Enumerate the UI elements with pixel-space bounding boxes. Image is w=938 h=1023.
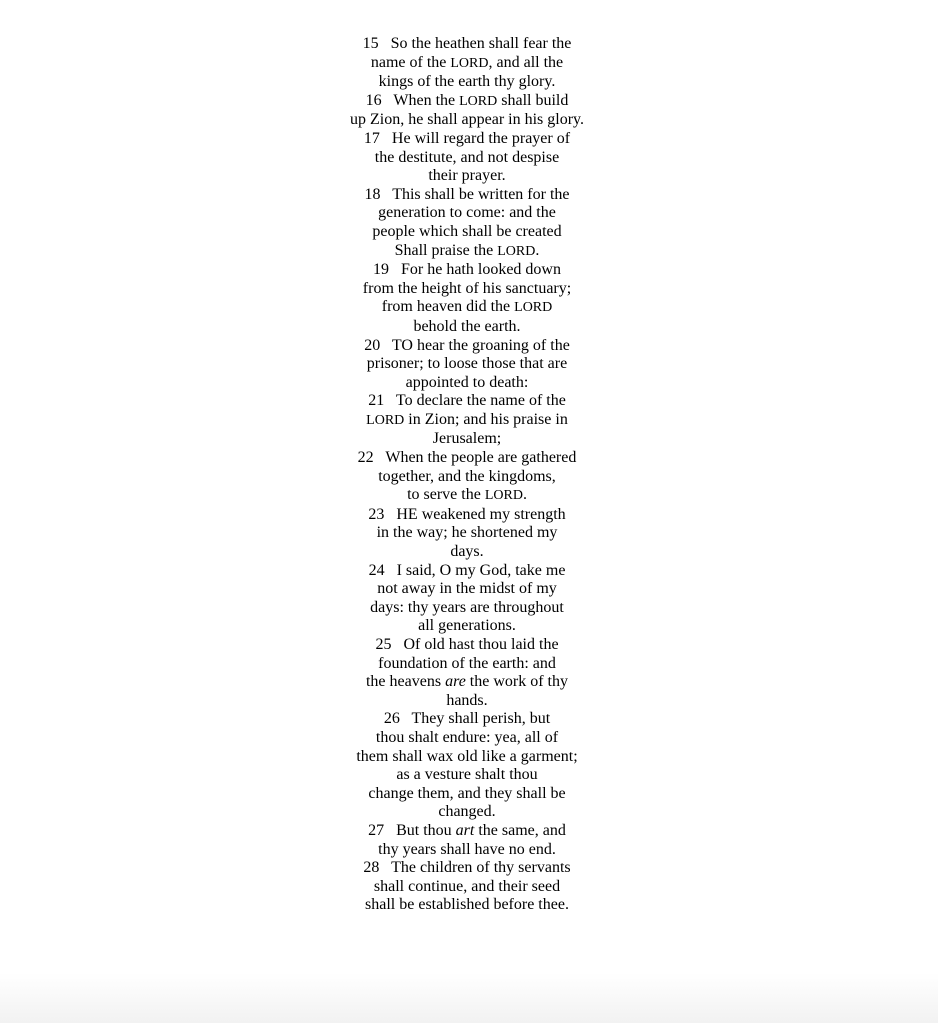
verse-text: , and all the [488, 53, 564, 71]
verse-number: 26 [383, 710, 400, 728]
verse-23 [0, 506, 934, 562]
verse-text: days: thy years are throughout [370, 598, 564, 616]
verse-line [0, 54, 934, 74]
verse-line [0, 506, 934, 525]
verse-text: So the heathen shall fear the [390, 35, 572, 52]
verse-19 [0, 261, 934, 336]
verse-number: 20 [364, 336, 381, 354]
verse-number: 25 [375, 636, 392, 653]
verse-text: To declare the name of the [395, 392, 566, 410]
verse-text: in Zion; and his praise in [404, 410, 568, 428]
verse-line [0, 524, 934, 543]
verse-line [0, 411, 934, 431]
verse-line [0, 748, 934, 767]
verse-24 [0, 562, 934, 636]
verse-line [0, 878, 934, 897]
verse-line [0, 486, 934, 506]
window-bottom-edge [0, 973, 938, 1023]
verse-15 [0, 35, 934, 92]
verse-text: from the height of his sanctuary; [362, 279, 572, 297]
verse-line [0, 298, 934, 318]
verse-16 [0, 92, 934, 130]
verse-number: 17 [363, 129, 380, 147]
verse-text: Of old hast thou laid the [403, 636, 559, 653]
verse-text: them shall wax old like a garment; [356, 747, 578, 765]
verse-text: He will regard the prayer of [391, 129, 571, 147]
italic-word: art [455, 821, 475, 839]
verse-text: changed. [438, 803, 496, 821]
verse-text: the destitute, and not despise [374, 148, 560, 166]
verse-text: as a vesture shalt thou [396, 766, 538, 784]
verse-text: kings of the earth thy glory. [378, 73, 556, 91]
verse-text: shall be established before thee. [365, 896, 569, 914]
verse-line [0, 673, 934, 692]
verse-line [0, 692, 934, 711]
verse-text: to serve the [407, 486, 485, 504]
verse-20 [0, 337, 934, 393]
verse-26 [0, 710, 934, 822]
verse-line [0, 35, 934, 54]
verse-line [0, 729, 934, 748]
verse-line [0, 337, 934, 356]
verse-line [0, 468, 934, 487]
verse-number: 23 [368, 505, 385, 523]
verse-text: shall continue, and their seed [373, 877, 561, 895]
italic-word: are [445, 673, 466, 691]
verse-line [0, 599, 934, 618]
verse-text: When the people are gathered [385, 449, 577, 467]
verse-text: days. [450, 543, 484, 561]
verse-line [0, 841, 934, 860]
verse-text: name of the [370, 53, 451, 71]
verse-number: 19 [373, 261, 389, 279]
verse-line [0, 223, 934, 242]
verse-line [0, 111, 934, 130]
verse-text: the work of thy [465, 673, 568, 691]
verse-text: generation to come: and the [378, 204, 556, 222]
verse-text: Jerusalem; [432, 430, 502, 448]
scripture-text [0, 35, 934, 915]
verse-text: I said, O my God, take me [396, 561, 566, 579]
verse-number: 21 [368, 392, 385, 410]
verse-line [0, 204, 934, 223]
verse-text: change them, and they shall be [368, 784, 566, 802]
verse-text: thy years shall have no end. [378, 840, 556, 858]
verse-number: 24 [368, 561, 385, 579]
verse-text: hands. [446, 691, 488, 709]
verse-text: from heaven did the [381, 298, 515, 316]
verse-text: HE weakened my strength [396, 505, 566, 523]
verse-line [0, 392, 934, 411]
divine-name: LORD [459, 93, 498, 109]
divine-name: LORD [484, 488, 523, 504]
verse-line [0, 655, 934, 674]
verse-text: together, and the kingdoms, [378, 467, 556, 485]
verse-line [0, 167, 934, 186]
verse-line [0, 186, 934, 205]
verse-text: their prayer. [428, 167, 506, 185]
verse-line [0, 803, 934, 822]
verse-line [0, 543, 934, 562]
verse-line [0, 355, 934, 374]
verse-line [0, 280, 934, 299]
verse-text: in the way; he shortened my [376, 524, 558, 542]
verse-text: thou shalt endure: yea, all of [375, 728, 559, 746]
verse-line [0, 318, 934, 337]
verse-number: 16 [365, 91, 382, 109]
verse-25 [0, 636, 934, 710]
verse-27 [0, 822, 934, 859]
verse-21 [0, 392, 934, 449]
verse-text: They shall perish, but [411, 710, 551, 728]
verse-line [0, 580, 934, 599]
verse-text: TO hear the groaning of the [391, 336, 570, 354]
verse-text: up Zion, he shall appear in his glory. [349, 111, 585, 129]
verse-text: The children of thy servants [391, 859, 571, 877]
verse-text: . [535, 241, 540, 259]
verse-line [0, 242, 934, 262]
verse-text: not away in the midst of my [377, 580, 557, 598]
verse-text: people which shall be created [372, 222, 562, 240]
verse-text: But thou [396, 821, 456, 839]
verse-line [0, 73, 934, 92]
verse-line [0, 617, 934, 636]
verse-text: behold the earth. [413, 317, 521, 335]
verse-number: 22 [357, 449, 374, 467]
verse-line [0, 130, 934, 149]
verse-line [0, 822, 934, 841]
verse-text: When the [393, 91, 460, 109]
verse-17 [0, 130, 934, 186]
verse-18 [0, 186, 934, 261]
verse-line [0, 710, 934, 729]
verse-line [0, 859, 934, 878]
verse-text: all generations. [418, 617, 516, 635]
verse-text: For he hath looked down [401, 261, 561, 279]
verse-line [0, 785, 934, 804]
verse-28 [0, 859, 934, 915]
verse-text: prisoner; to loose those that are [366, 355, 568, 373]
verse-line [0, 636, 934, 655]
verse-text: foundation of the earth: and [378, 654, 556, 672]
verse-text: shall build [497, 91, 569, 109]
verse-number: 15 [362, 35, 379, 52]
verse-text: the same, and [474, 821, 566, 839]
verse-number: 28 [363, 859, 380, 877]
verse-text: Shall praise the [394, 241, 498, 259]
verse-line [0, 374, 934, 393]
verse-text: appointed to death: [405, 373, 529, 391]
verse-line [0, 449, 934, 468]
verse-line [0, 430, 934, 449]
verse-line [0, 261, 934, 280]
verse-line [0, 562, 934, 581]
verse-line [0, 92, 934, 112]
verse-line [0, 896, 934, 915]
verse-text: . [522, 486, 527, 504]
divine-name: LORD [450, 55, 489, 71]
divine-name: LORD [497, 243, 536, 259]
verse-text: the heavens [365, 673, 446, 691]
verse-22 [0, 449, 934, 506]
verse-number: 18 [364, 185, 381, 203]
verse-number: 27 [368, 821, 385, 839]
verse-line [0, 766, 934, 785]
verse-line [0, 149, 934, 168]
verse-text: This shall be written for the [392, 185, 570, 203]
divine-name: LORD [366, 412, 405, 428]
divine-name: LORD [514, 300, 553, 316]
